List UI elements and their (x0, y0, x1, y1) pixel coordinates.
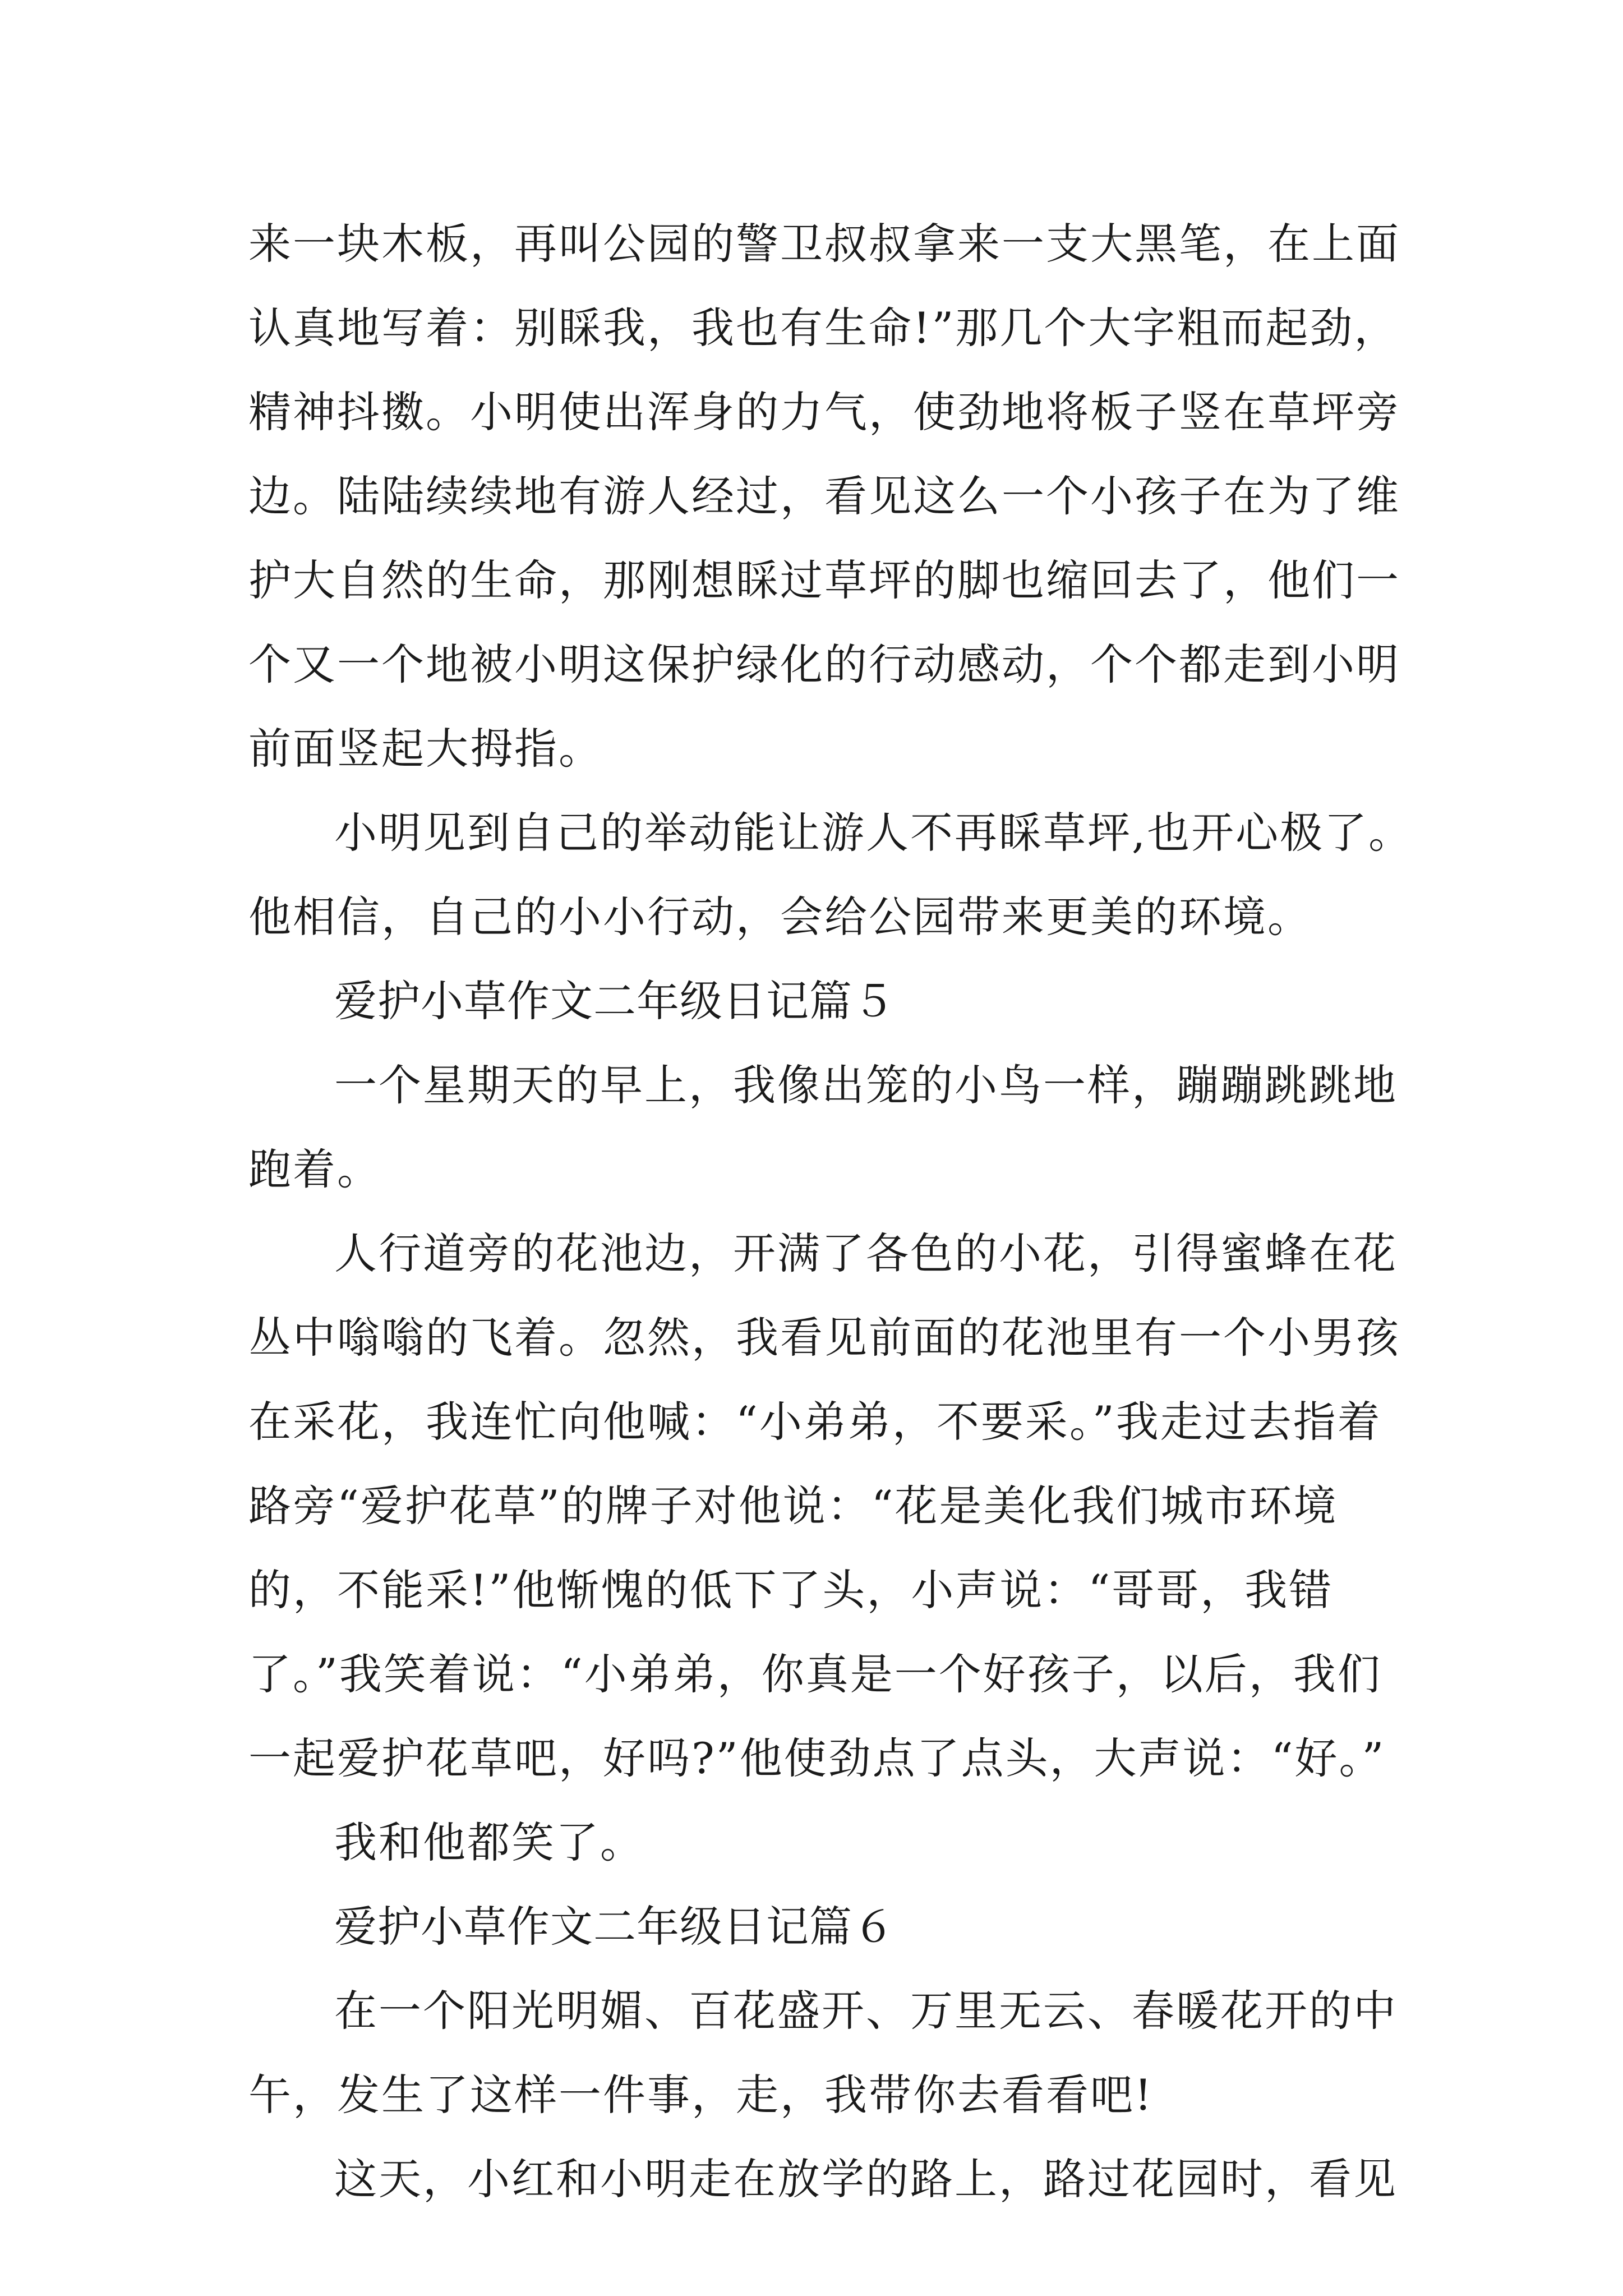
paragraph-start-line: 一个星期天的早上，我像出笼的小鸟一样，蹦蹦跳跳地 (334, 1060, 1398, 1110)
text-line: 个又一个地被小明这保护绿化的行动感动，个个都走到小明 (248, 639, 1400, 689)
text-line: 路旁“爱护花草”的牌子对他说：“花是美化我们城市环境 (248, 1481, 1338, 1531)
text-line: 认真地写着：别睬我，我也有生命!”那几个大字粗而起劲， (248, 303, 1399, 353)
text-line: 来一块木板，再叫公园的警卫叔叔拿来一支大黑笔，在上面 (248, 219, 1400, 269)
text-line: 丛中嗡嗡的飞着。忽然，我看见前面的花池里有一个小男孩 (248, 1313, 1400, 1363)
section-heading: 爱护小草作文二年级日记篇６ (334, 1902, 896, 1952)
section-heading: 爱护小草作文二年级日记篇５ (334, 976, 896, 1026)
paragraph-start-line: 在一个阳光明媚、百花盛开、万里无云、春暖花开的中 (334, 1986, 1398, 2036)
paragraph-start-line: 人行道旁的花池边，开满了各色的小花，引得蜜蜂在花 (334, 1228, 1398, 1278)
text-line: 护大自然的生命，那刚想睬过草坪的脚也缩回去了，他们一 (248, 555, 1400, 605)
paragraph-start-line: 小明见到自己的举动能让游人不再睬草坪,也开心极了。 (334, 808, 1413, 858)
paragraph-start-line: 我和他都笑了。 (334, 1818, 644, 1867)
text-line: 在采花，我连忙向他喊：“小弟弟，不要采。”我走过去指着 (248, 1397, 1382, 1447)
text-line: 他相信，自己的小小行动，会给公园带来更美的环境。 (248, 892, 1312, 942)
paragraph-start-line: 这天，小红和小明走在放学的路上，路过花园时，看见 (334, 2154, 1398, 2204)
text-line: 了。”我笑着说：“小弟弟，你真是一个好孩子，以后，我们 (248, 1649, 1382, 1699)
text-line: 边。陆陆续续地有游人经过，看见这么一个小孩子在为了维 (248, 471, 1400, 521)
text-line: 精神抖擞。小明使出浑身的力气，使劲地将板子竖在草坪旁 (248, 387, 1400, 437)
text-line: 一起爱护花草吧，好吗?”他使劲点了点头，大声说：“好。” (248, 1733, 1386, 1783)
text-line: 的，不能采!”他惭愧的低下了头，小声说：“哥哥，我错 (248, 1565, 1334, 1615)
text-line: 午，发生了这样一件事，走，我带你去看看吧! (248, 2070, 1154, 2120)
text-line: 跑着。 (248, 1144, 381, 1194)
text-line: 前面竖起大拇指。 (248, 724, 603, 774)
